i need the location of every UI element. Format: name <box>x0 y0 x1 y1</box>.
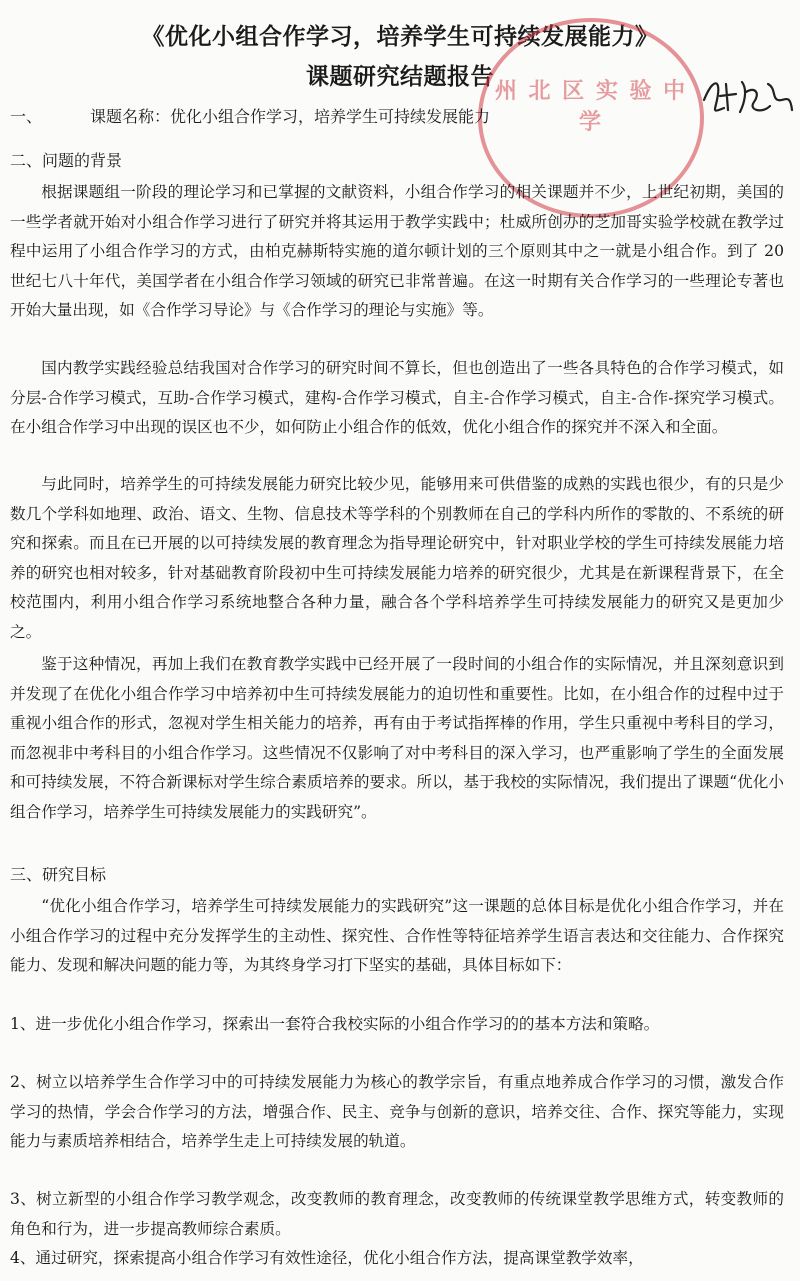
section2-heading: 二、问题的背景 <box>10 151 123 170</box>
section3-heading: 三、研究目标 <box>10 865 107 884</box>
handwritten-signature <box>698 70 798 120</box>
objective-item-4: 4、通过研究，探索提高小组合作学习有效性途径，优化小组合作方法，提高课堂教学效率， <box>10 1249 644 1267</box>
background-paragraph-4: 鉴于这种情况，再加上我们在教育教学实践中已经开展了一段时间的小组合作的实际情况，并且深刻意识到并发现了在优化小组合作学习中培养初中生可持续发展能力的迫切性和重要性。比如，在小组合作的过程中过于重视小组合作的形式，忽视对学生相关能力的培养，再有由于考试指挥棒的作用，学生只重视中考科目的学习，而忽视非中考科目的小组合作学习。这些情况不仅影响了对中考科目的深入学习，也严重影响了学生的全面发展和可持续发展，不符合新课标对学生综合素质培养的要求。所以，基于我校的实际情况，我们提出了课题“优化小组合作学习，培养学生可持续发展能力的实践研究”。 <box>10 655 784 821</box>
background-paragraph-2: 国内教学实践经验总结我国对合作学习的研究时间不算长，但也创造出了一些各具特色的合作学习模式，如分层-合作学习模式，互助-合作学习模式，建构-合作学习模式，自主-合作学习模式，自主-合作-探究学习模式。在小组合作学习中出现的误区也不少，如何防止小组合作的低效，优化小组合作的探究并不深入和全面。 <box>10 359 784 436</box>
objectives-intro: “优化小组合作学习，培养学生可持续发展能力的实践研究”这一课题的总体目标是优化小组合作学习，并在小组合作学习的过程中充分发挥学生的主动性、探究性、合作性等特征培养学生语言表达和交往能力、合作探究能力、发现和解决问题的能力等，为其终身学习打下坚实的基础，具体目标如下： <box>10 897 784 974</box>
background-paragraph-1: 根据课题组一阶段的理论学习和已掌握的文献资料，小组合作学习的相关课题并不少，上世纪初期，美国的一些学者就开始对小组合作学习进行了研究并将其运用于教学实践中；杜威所创办的芝加哥实验学校就在教学过程中运用了小组合作学习的方式，由柏克赫斯特实施的道尔顿计划的三个原则其中之一就是小组合作。到了 20 世纪七八十年代，美国学者在小组合作学习领域的研究已非常普遍。在这一时期有关合作学习的一些理论专著也开始大量出现，如《合作学习导论》与《合作学习的理论与实施》等。 <box>10 183 784 319</box>
report-title-line2: 课题研究结题报告 <box>306 63 494 90</box>
objective-item-3: 3、树立新型的小组合作学习教学观念，改变教师的教育理念，改变教师的传统课堂教学思维方式，转变教师的角色和行为，进一步提高教师综合素质。 <box>10 1190 784 1238</box>
section1-number: 一、 <box>10 107 43 126</box>
objective-item-1: 1、进一步优化小组合作学习，探索出一套符合我校实际的小组合作学习的的基本方法和策略。 <box>10 1015 660 1033</box>
report-title-line1: 《优化小组合作学习，培养学生可持续发展能力》 <box>141 23 659 50</box>
background-paragraph-3: 与此同时，培养学生的可持续发展能力研究比较少见，能够用来可供借鉴的成熟的实践也很少，有的只是少数几个学科如地理、政治、语文、生物、信息技术等学科的个别教师在自己的学科内所作的零散的、不系统的研究和探索。而且在已开展的以可持续发展的教育理念为指导理论研究中，针对职业学校的学生可持续发展能力培养的研究也相对较多，针对基础教育阶段初中生可持续发展能力培养的研究很少，尤其是在新课程背景下，在全校范围内，利用小组合作学习系统地整合各种力量，融合各个学科培养学生可持续发展能力的研究又是更加少之。 <box>10 475 784 641</box>
section1-title: 课题名称：优化小组合作学习，培养学生可持续发展能力 <box>90 107 491 126</box>
stamp-text: 州 北 区 实 验 中 学 <box>494 79 688 135</box>
objective-item-2: 2、树立以培养学生合作学习中的可持续发展能力为核心的教学宗旨，有重点地养成合作学习的习惯，激发合作学习的热情，学会合作学习的方法，增强合作、民主、竞争与创新的意识，培养交往、合作、探究等能力，实现能力与素质培养相结合，培养学生走上可持续发展的轨道。 <box>10 1073 784 1150</box>
